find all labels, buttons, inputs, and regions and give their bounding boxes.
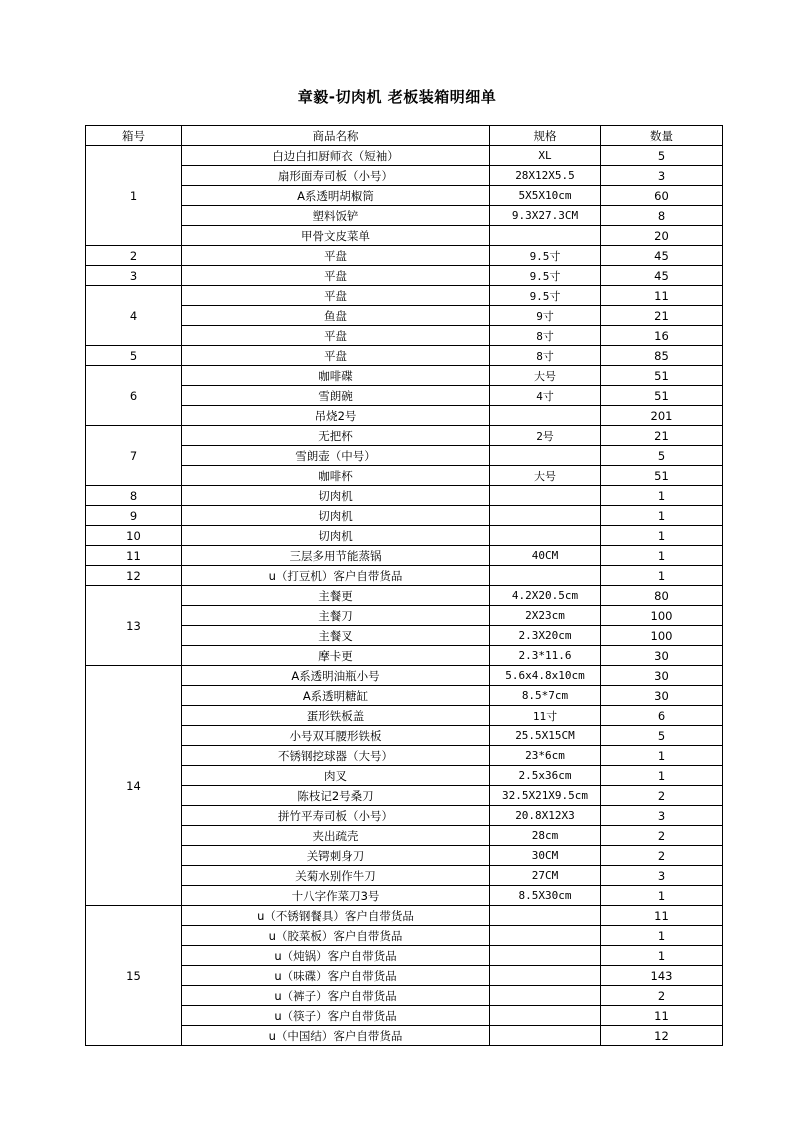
spec-cell bbox=[490, 946, 601, 966]
product-name-cell: 主餐叉 bbox=[182, 626, 490, 646]
product-name-cell: 关锷刺身刀 bbox=[182, 846, 490, 866]
spec-cell bbox=[490, 906, 601, 926]
product-name-cell: u（中国结）客户自带货品 bbox=[182, 1026, 490, 1046]
box-number-cell: 12 bbox=[86, 566, 182, 586]
product-name-cell: 咖啡碟 bbox=[182, 366, 490, 386]
product-name-cell: 扇形面寿司板（小号） bbox=[182, 166, 490, 186]
quantity-cell: 1 bbox=[601, 926, 723, 946]
table-row bbox=[86, 946, 723, 966]
spec-cell: 5X5X10cm bbox=[490, 186, 601, 206]
header-quantity: 数量 bbox=[601, 126, 723, 146]
table-row bbox=[86, 386, 723, 406]
box-number-cell: 6 bbox=[86, 366, 182, 426]
packing-list-table bbox=[85, 125, 723, 1046]
spec-cell: 25.5X15CM bbox=[490, 726, 601, 746]
spec-cell bbox=[490, 1026, 601, 1046]
spec-cell bbox=[490, 986, 601, 1006]
table-row bbox=[86, 366, 723, 386]
table-row bbox=[86, 806, 723, 826]
table-row bbox=[86, 886, 723, 906]
product-name-cell: 主餐刀 bbox=[182, 606, 490, 626]
spec-cell bbox=[490, 566, 601, 586]
table-row bbox=[86, 486, 723, 506]
spec-cell: 8.5*7cm bbox=[490, 686, 601, 706]
spec-cell: 28X12X5.5 bbox=[490, 166, 601, 186]
table-row bbox=[86, 566, 723, 586]
table-row bbox=[86, 966, 723, 986]
product-name-cell: 平盘 bbox=[182, 346, 490, 366]
spec-cell: 大号 bbox=[490, 366, 601, 386]
table-row bbox=[86, 726, 723, 746]
product-name-cell: 平盘 bbox=[182, 266, 490, 286]
product-name-cell: 夹出疏壳 bbox=[182, 826, 490, 846]
spec-cell: 2.3*11.6 bbox=[490, 646, 601, 666]
quantity-cell: 1 bbox=[601, 506, 723, 526]
table-row bbox=[86, 606, 723, 626]
quantity-cell: 3 bbox=[601, 866, 723, 886]
table-row bbox=[86, 186, 723, 206]
table-row bbox=[86, 986, 723, 1006]
product-name-cell: 三层多用节能蒸锅 bbox=[182, 546, 490, 566]
product-name-cell: u（不锈钢餐具）客户自带货品 bbox=[182, 906, 490, 926]
spec-cell: 8.5X30cm bbox=[490, 886, 601, 906]
quantity-cell: 1 bbox=[601, 766, 723, 786]
quantity-cell: 2 bbox=[601, 986, 723, 1006]
product-name-cell: A系透明油瓶小号 bbox=[182, 666, 490, 686]
product-name-cell: 小号双耳腰形铁板 bbox=[182, 726, 490, 746]
quantity-cell: 100 bbox=[601, 626, 723, 646]
table-row bbox=[86, 246, 723, 266]
product-name-cell: 咖啡杯 bbox=[182, 466, 490, 486]
spec-cell bbox=[490, 966, 601, 986]
quantity-cell: 1 bbox=[601, 566, 723, 586]
spec-cell bbox=[490, 526, 601, 546]
spec-cell bbox=[490, 926, 601, 946]
quantity-cell: 201 bbox=[601, 406, 723, 426]
quantity-cell: 2 bbox=[601, 826, 723, 846]
table-row bbox=[86, 226, 723, 246]
box-number-cell: 2 bbox=[86, 246, 182, 266]
spec-cell: 2.3X20cm bbox=[490, 626, 601, 646]
spec-cell: 40CM bbox=[490, 546, 601, 566]
table-row bbox=[86, 506, 723, 526]
box-number-cell: 1 bbox=[86, 146, 182, 246]
spec-cell bbox=[490, 506, 601, 526]
product-name-cell: u（打豆机）客户自带货品 bbox=[182, 566, 490, 586]
product-name-cell: 平盘 bbox=[182, 286, 490, 306]
product-name-cell: 雪朗壶（中号） bbox=[182, 446, 490, 466]
box-number-cell: 7 bbox=[86, 426, 182, 486]
spec-cell: 4.2X20.5cm bbox=[490, 586, 601, 606]
quantity-cell: 3 bbox=[601, 806, 723, 826]
quantity-cell: 1 bbox=[601, 526, 723, 546]
product-name-cell: 关菊水别作牛刀 bbox=[182, 866, 490, 886]
spec-cell: 9.5寸 bbox=[490, 286, 601, 306]
product-name-cell: 切肉机 bbox=[182, 506, 490, 526]
spec-cell bbox=[490, 1006, 601, 1026]
quantity-cell: 30 bbox=[601, 686, 723, 706]
quantity-cell: 12 bbox=[601, 1026, 723, 1046]
table-row bbox=[86, 1026, 723, 1046]
box-number-cell: 8 bbox=[86, 486, 182, 506]
quantity-cell: 2 bbox=[601, 846, 723, 866]
quantity-cell: 51 bbox=[601, 466, 723, 486]
box-number-cell: 4 bbox=[86, 286, 182, 346]
quantity-cell: 1 bbox=[601, 546, 723, 566]
quantity-cell: 1 bbox=[601, 486, 723, 506]
quantity-cell: 1 bbox=[601, 746, 723, 766]
product-name-cell: A系透明糖缸 bbox=[182, 686, 490, 706]
product-name-cell: 十八字作菜刀3号 bbox=[182, 886, 490, 906]
table-row bbox=[86, 906, 723, 926]
box-number-cell: 14 bbox=[86, 666, 182, 906]
quantity-cell: 85 bbox=[601, 346, 723, 366]
table-row bbox=[86, 846, 723, 866]
table-row bbox=[86, 446, 723, 466]
table-row bbox=[86, 466, 723, 486]
spec-cell: 5.6x4.8x10cm bbox=[490, 666, 601, 686]
product-name-cell: 主餐更 bbox=[182, 586, 490, 606]
quantity-cell: 11 bbox=[601, 286, 723, 306]
quantity-cell: 16 bbox=[601, 326, 723, 346]
quantity-cell: 80 bbox=[601, 586, 723, 606]
table-row bbox=[86, 746, 723, 766]
product-name-cell: 塑料饭铲 bbox=[182, 206, 490, 226]
spec-cell: 9.3X27.3CM bbox=[490, 206, 601, 226]
quantity-cell: 143 bbox=[601, 966, 723, 986]
box-number-cell: 3 bbox=[86, 266, 182, 286]
product-name-cell: A系透明胡椒筒 bbox=[182, 186, 490, 206]
header-spec: 规格 bbox=[490, 126, 601, 146]
quantity-cell: 2 bbox=[601, 786, 723, 806]
spec-cell: 20.8X12X3 bbox=[490, 806, 601, 826]
table-row bbox=[86, 526, 723, 546]
spec-cell: 2号 bbox=[490, 426, 601, 446]
spec-cell: 9寸 bbox=[490, 306, 601, 326]
quantity-cell: 5 bbox=[601, 446, 723, 466]
quantity-cell: 51 bbox=[601, 386, 723, 406]
spec-cell: XL bbox=[490, 146, 601, 166]
table-row bbox=[86, 206, 723, 226]
quantity-cell: 30 bbox=[601, 666, 723, 686]
spec-cell: 2X23cm bbox=[490, 606, 601, 626]
spec-cell bbox=[490, 446, 601, 466]
product-name-cell: 切肉机 bbox=[182, 526, 490, 546]
product-name-cell: 不锈钢挖球器（大号） bbox=[182, 746, 490, 766]
spec-cell: 23*6cm bbox=[490, 746, 601, 766]
quantity-cell: 3 bbox=[601, 166, 723, 186]
spec-cell: 4寸 bbox=[490, 386, 601, 406]
table-row bbox=[86, 306, 723, 326]
product-name-cell: u（筷子）客户自带货品 bbox=[182, 1006, 490, 1026]
page-title: 章毅-切肉机 老板装箱明细单 bbox=[297, 88, 497, 106]
box-number-cell: 5 bbox=[86, 346, 182, 366]
quantity-cell: 1 bbox=[601, 886, 723, 906]
table-row bbox=[86, 626, 723, 646]
product-name-cell: 摩卡更 bbox=[182, 646, 490, 666]
spec-cell bbox=[490, 406, 601, 426]
quantity-cell: 51 bbox=[601, 366, 723, 386]
spec-cell: 28cm bbox=[490, 826, 601, 846]
product-name-cell: 肉叉 bbox=[182, 766, 490, 786]
product-name-cell: 鱼盘 bbox=[182, 306, 490, 326]
product-name-cell: 平盘 bbox=[182, 326, 490, 346]
table-row bbox=[86, 646, 723, 666]
table-row bbox=[86, 146, 723, 166]
box-number-cell: 10 bbox=[86, 526, 182, 546]
table-row bbox=[86, 426, 723, 446]
product-name-cell: 平盘 bbox=[182, 246, 490, 266]
quantity-cell: 11 bbox=[601, 906, 723, 926]
box-number-cell: 13 bbox=[86, 586, 182, 666]
table-row bbox=[86, 586, 723, 606]
table-row bbox=[86, 266, 723, 286]
table-row bbox=[86, 666, 723, 686]
product-name-cell: 陈枝记2号桑刀 bbox=[182, 786, 490, 806]
table-row bbox=[86, 766, 723, 786]
table-row bbox=[86, 406, 723, 426]
spec-cell: 9.5寸 bbox=[490, 246, 601, 266]
table-body bbox=[86, 146, 723, 1046]
table-row bbox=[86, 686, 723, 706]
spec-cell: 2.5x36cm bbox=[490, 766, 601, 786]
spec-cell: 27CM bbox=[490, 866, 601, 886]
table-row bbox=[86, 1006, 723, 1026]
box-number-cell: 11 bbox=[86, 546, 182, 566]
product-name-cell: 白边白扣厨师衣（短袖） bbox=[182, 146, 490, 166]
quantity-cell: 60 bbox=[601, 186, 723, 206]
table-row bbox=[86, 926, 723, 946]
product-name-cell: 甲骨文皮菜单 bbox=[182, 226, 490, 246]
spec-cell: 9.5寸 bbox=[490, 266, 601, 286]
spec-cell bbox=[490, 226, 601, 246]
quantity-cell: 30 bbox=[601, 646, 723, 666]
header-product-name: 商品名称 bbox=[182, 126, 490, 146]
table-row bbox=[86, 866, 723, 886]
quantity-cell: 8 bbox=[601, 206, 723, 226]
table-row bbox=[86, 826, 723, 846]
quantity-cell: 5 bbox=[601, 726, 723, 746]
table-row bbox=[86, 326, 723, 346]
table-row bbox=[86, 286, 723, 306]
quantity-cell: 1 bbox=[601, 946, 723, 966]
product-name-cell: u（胶菜板）客户自带货品 bbox=[182, 926, 490, 946]
header-box-number: 箱号 bbox=[86, 126, 182, 146]
product-name-cell: 拼竹平寿司板（小号） bbox=[182, 806, 490, 826]
spec-cell: 32.5X21X9.5cm bbox=[490, 786, 601, 806]
product-name-cell: 吊烧2号 bbox=[182, 406, 490, 426]
spec-cell: 11寸 bbox=[490, 706, 601, 726]
table-row bbox=[86, 786, 723, 806]
quantity-cell: 45 bbox=[601, 246, 723, 266]
quantity-cell: 6 bbox=[601, 706, 723, 726]
table-row bbox=[86, 546, 723, 566]
table-row bbox=[86, 166, 723, 186]
quantity-cell: 20 bbox=[601, 226, 723, 246]
header-row bbox=[86, 126, 723, 146]
spec-cell: 30CM bbox=[490, 846, 601, 866]
table-row bbox=[86, 706, 723, 726]
box-number-cell: 15 bbox=[86, 906, 182, 1046]
spec-cell: 8寸 bbox=[490, 326, 601, 346]
product-name-cell: u（裤子）客户自带货品 bbox=[182, 986, 490, 1006]
quantity-cell: 11 bbox=[601, 1006, 723, 1026]
quantity-cell: 45 bbox=[601, 266, 723, 286]
product-name-cell: u（味碟）客户自带货品 bbox=[182, 966, 490, 986]
spec-cell: 8寸 bbox=[490, 346, 601, 366]
spec-cell bbox=[490, 486, 601, 506]
spec-cell: 大号 bbox=[490, 466, 601, 486]
product-name-cell: 雪朗碗 bbox=[182, 386, 490, 406]
quantity-cell: 5 bbox=[601, 146, 723, 166]
product-name-cell: 无把杯 bbox=[182, 426, 490, 446]
quantity-cell: 21 bbox=[601, 426, 723, 446]
quantity-cell: 100 bbox=[601, 606, 723, 626]
box-number-cell: 9 bbox=[86, 506, 182, 526]
quantity-cell: 21 bbox=[601, 306, 723, 326]
product-name-cell: 蛋形铁板盖 bbox=[182, 706, 490, 726]
product-name-cell: u（炖锅）客户自带货品 bbox=[182, 946, 490, 966]
product-name-cell: 切肉机 bbox=[182, 486, 490, 506]
table-row bbox=[86, 346, 723, 366]
